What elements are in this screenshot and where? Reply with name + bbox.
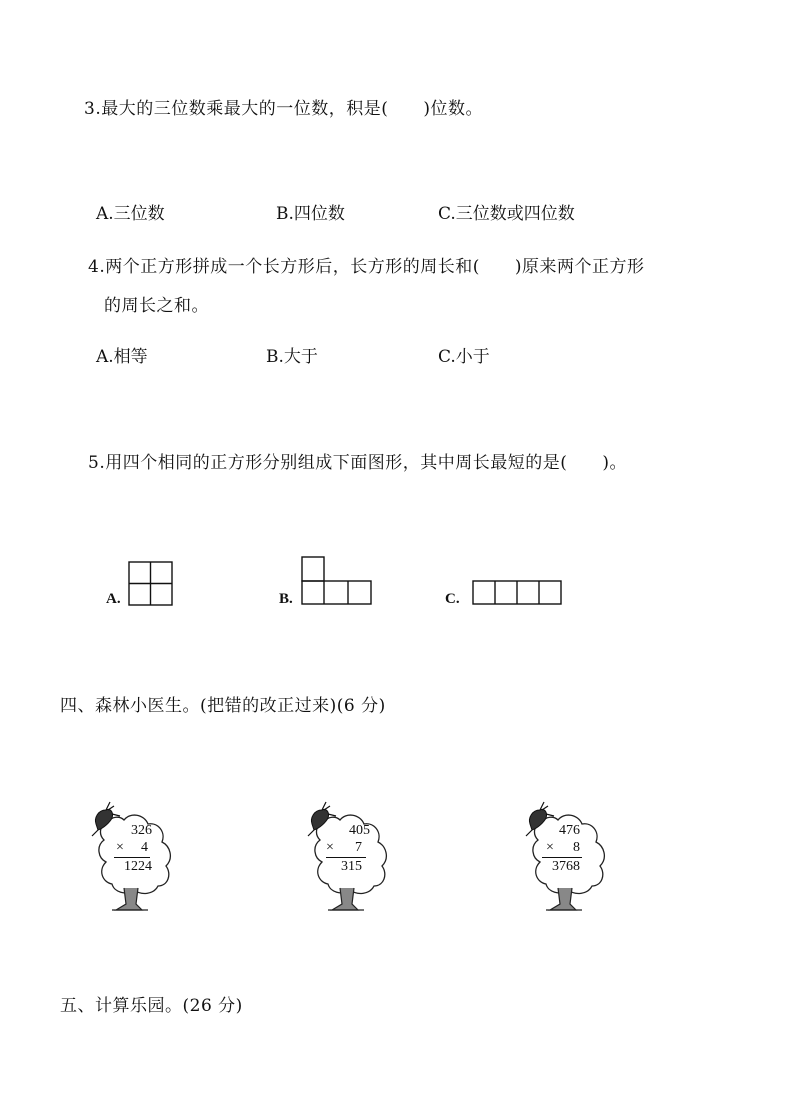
calc-2-operator: × [326,840,334,855]
question-3-text: 3.最大的三位数乘最大的一位数，积是( )位数。 [84,99,483,119]
calc-3-result: 3768 [552,859,580,874]
section-4-title: 四、森林小医生。(把错的改正过来)(6 分) [60,696,386,716]
figure-b-label: B. [279,591,293,607]
figure-c-row-of-four [472,580,563,606]
q4-option-c: C.小于 [438,347,490,367]
section-5-title: 五、计算乐园。(26 分) [60,996,243,1016]
calc-2-result: 315 [341,859,362,874]
question-4-line1: 4.两个正方形拼成一个长方形后，长方形的周长和( )原来两个正方形 [88,257,645,277]
question-4-line2: 的周长之和。 [104,296,209,316]
figure-a-2x2-squares [128,561,174,607]
calc-1-operator: × [116,840,124,855]
calc-1-top: 326 [131,823,152,838]
q3-option-b: B.四位数 [276,204,345,224]
calc-3-multiplier: 8 [573,840,580,855]
calc-3-operator: × [546,840,554,855]
calc-2-top: 405 [349,823,370,838]
calc-1-result: 1224 [124,859,152,874]
question-5-text: 5.用四个相同的正方形分别组成下面图形，其中周长最短的是( )。 [88,453,627,473]
q3-option-c: C.三位数或四位数 [438,204,575,224]
figure-a-label: A. [106,591,121,607]
calc-3-top: 476 [559,823,580,838]
q4-option-b: B.大于 [266,347,318,367]
calc-2-multiplier: 7 [355,840,362,855]
figure-c-label: C. [445,591,460,607]
q4-option-a: A.相等 [96,347,148,367]
calc-1-multiplier: 4 [141,840,148,855]
figure-b-l-shape [301,556,373,606]
q3-option-a: A.三位数 [96,204,165,224]
